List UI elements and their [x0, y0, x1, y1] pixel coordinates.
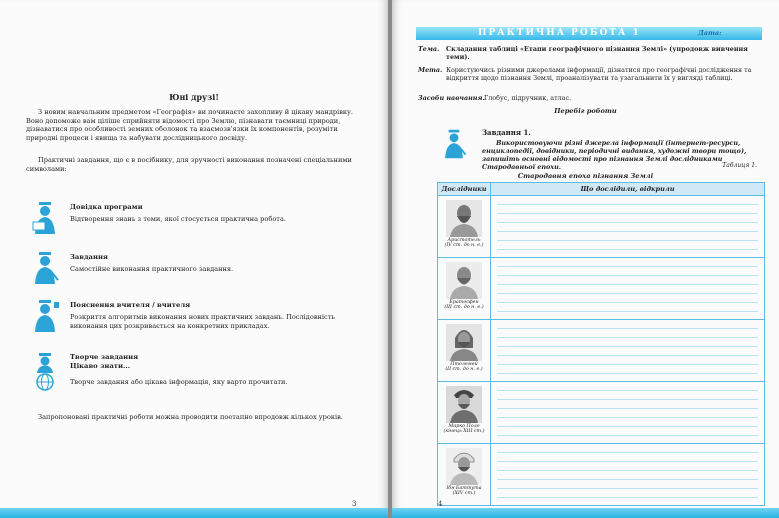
professor-explaining-icon — [30, 298, 60, 334]
eratosthenes-portrait — [446, 262, 482, 299]
table-row — [438, 444, 764, 505]
goal-label: Мета. — [418, 66, 443, 74]
explorer-era: (II ст. до н. е.) — [445, 367, 483, 373]
header-discoveries: Що дослідили, відкрили — [580, 185, 675, 193]
writing-line — [497, 337, 758, 338]
legend-item-reference — [30, 200, 360, 240]
practical-work-header — [416, 27, 762, 40]
writing-line — [497, 240, 758, 241]
table-header — [438, 183, 764, 196]
intro-paragraph-1: З новим навчальним предметом «Географія» ви починаєте захопливу й цікаву мандрівку. Воно допоможе вам ціліше сприйняти відомості про Землю, пізнавати таємниці природи, дізнаватися про особливості земних оболонок та взаємозв'язки їх компонентів, розуміти природні процеси і явища та набувати дослідницького досвіду. — [26, 108, 354, 142]
progress-heading: Перебіг роботи — [554, 107, 617, 115]
writing-line — [497, 204, 758, 205]
professor-writing-icon — [440, 128, 468, 160]
portrait-cell — [438, 258, 491, 319]
writing-line — [497, 399, 758, 400]
footer-bar-left — [0, 508, 388, 518]
table-row — [438, 320, 764, 382]
writing-line — [497, 346, 758, 347]
explorer-caption — [438, 300, 490, 311]
table-row — [438, 382, 764, 444]
writing-line — [497, 452, 758, 453]
table-caption: Таблиця 1. — [722, 162, 757, 169]
explorer-era: (IV ст. до н. е.) — [444, 243, 484, 249]
left-page — [0, 0, 388, 518]
goal-text: Користуючись різними джерелами інформації, дізнатися про географічні дослідження та відкриття щодо пізнання Землі, проаналізувати та узагальнити їх у вигляді таблиці. — [446, 66, 752, 82]
writing-line — [497, 390, 758, 391]
legend-title-2: Цікаво знати... — [70, 362, 131, 370]
explorer-name: Птолемей — [450, 362, 478, 367]
writing-line — [497, 355, 758, 356]
greeting-heading: Юні друзі! — [169, 92, 219, 102]
explorer-name: Ібн Баттута — [446, 486, 482, 491]
table-row — [438, 258, 764, 320]
writing-line — [497, 408, 758, 409]
practical-work-title: ПРАКТИЧНА РОБОТА 1 — [478, 28, 641, 38]
writing-line — [497, 222, 758, 223]
legend-desc: Розкриття алгоритмів виконання нових практичних завдань. Послідовність виконання цих розкривається на конкретних прикладах. — [70, 313, 335, 330]
writing-line — [497, 479, 758, 480]
footer-bar-right — [392, 508, 779, 518]
header-explorers: Дослідники — [438, 183, 491, 195]
portrait-cell — [438, 382, 491, 443]
writing-line — [497, 497, 758, 498]
task-title: Завдання 1. — [482, 128, 531, 137]
writing-line — [497, 488, 758, 489]
explorer-caption — [438, 486, 490, 497]
writing-line — [497, 249, 758, 250]
aristotle-portrait — [446, 200, 482, 237]
discoveries-cell[interactable] — [491, 196, 764, 257]
writing-line — [497, 470, 758, 471]
right-page — [392, 0, 779, 518]
legend-item-creative — [30, 350, 360, 396]
explorer-name: Ератосфен — [449, 300, 479, 305]
writing-line — [497, 213, 758, 214]
writing-line — [497, 364, 758, 365]
table-title: Стародавня епоха пізнання Землі — [517, 172, 654, 180]
page-number-left: 3 — [352, 500, 357, 508]
explorer-name: Марко Поло — [448, 424, 480, 429]
writing-line — [497, 435, 758, 436]
writing-line — [497, 311, 758, 312]
legend-item-explanation — [30, 298, 360, 338]
writing-line — [497, 373, 758, 374]
writing-line — [497, 461, 758, 462]
portrait-cell — [438, 320, 491, 381]
ibn-battuta-portrait — [446, 448, 482, 485]
writing-line — [497, 266, 758, 267]
explorer-era: (XIV ст.) — [452, 491, 476, 497]
task-text: Використовуючи різні джерела інформації (інтернет-ресурси, енциклопедії, довідники, періодичні видання, художні твори тощо), запишіть основні відомості про пізнання Землі дослідниками Стародавньої епохи. — [482, 139, 747, 171]
closing-note: Запропоновані практичні роботи можна проводити поетапно впродовж кількох уроків. — [38, 413, 343, 421]
intro-paragraph-2: Практичні завдання, що є в посібнику, для зручності виконання позначені спеціальними символами: — [26, 156, 352, 173]
globe-icon — [30, 350, 60, 392]
legend-desc: Самостійне виконання практичного завдання. — [70, 265, 234, 273]
legend-item-task — [30, 250, 360, 290]
explorer-caption — [438, 424, 490, 435]
explorer-era: (кінець XIII ст.) — [443, 429, 485, 435]
explorer-caption — [438, 362, 490, 373]
portrait-cell — [438, 196, 491, 257]
goal-field — [418, 66, 758, 90]
discoveries-cell[interactable] — [491, 382, 764, 443]
writing-line — [497, 284, 758, 285]
page-number-right: 4 — [438, 500, 443, 508]
discoveries-cell[interactable] — [491, 444, 764, 505]
explorer-era: (III ст. до н. е.) — [444, 305, 484, 311]
writing-line — [497, 302, 758, 303]
discoveries-cell[interactable] — [491, 258, 764, 319]
writing-line — [497, 426, 758, 427]
date-label: Дата: — [698, 29, 722, 37]
explorer-name: Аристотель — [447, 238, 481, 243]
writing-line — [497, 293, 758, 294]
legend-desc: Творче завдання або цікава інформація, яку варто прочитати. — [70, 378, 288, 386]
topic-field — [418, 45, 758, 61]
legend-title: Пояснення вчителя / вчителя — [70, 301, 191, 309]
writing-line — [497, 328, 758, 329]
means-label: Засоби навчання. — [418, 94, 485, 102]
topic-text: Складання таблиці «Етапи географічного пізнання Землі» (упродовж вивчення теми). — [446, 45, 748, 61]
explorers-table — [437, 182, 765, 506]
legend-desc: Відтворення знань з теми, якої стосується практична робота. — [70, 215, 286, 223]
writing-line — [497, 275, 758, 276]
table-row — [438, 196, 764, 258]
discoveries-cell[interactable] — [491, 320, 764, 381]
legend-title: Творче завдання — [70, 353, 139, 361]
means-field — [418, 94, 758, 103]
topic-label: Тема. — [418, 45, 440, 53]
explorer-caption — [438, 238, 490, 249]
writing-line — [497, 231, 758, 232]
means-text: Глобус, підручник, атлас. — [484, 94, 572, 102]
portrait-cell — [438, 444, 491, 505]
ptolemy-portrait — [446, 324, 482, 361]
legend-title: Завдання — [70, 253, 108, 261]
professor-reading-icon — [30, 200, 60, 236]
professor-writing-icon — [30, 250, 60, 286]
marco-polo-portrait — [446, 386, 482, 423]
writing-line — [497, 417, 758, 418]
legend-title: Довідка програми — [70, 203, 143, 211]
